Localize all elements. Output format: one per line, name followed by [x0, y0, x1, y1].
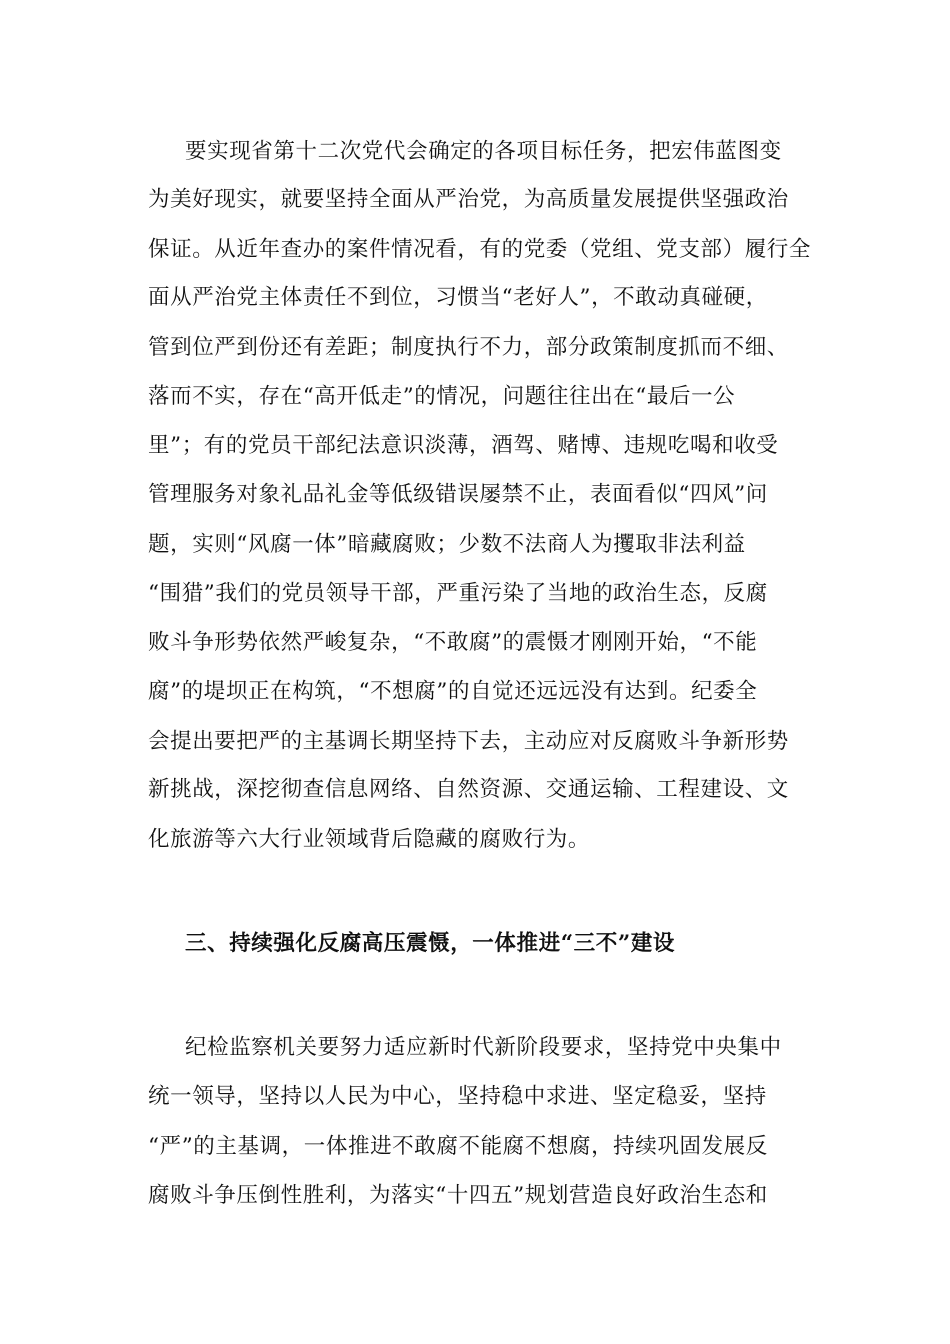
paragraph-line: 管到位严到份还有差距；制度执行不力，部分政策制度抓而不细、 [148, 335, 789, 360]
paragraph-line: 题，实则“风腐一体”暗藏腐败；少数不法商人为攫取非法利益 [148, 532, 746, 557]
paragraph-line: 新挑战，深挖彻查信息网络、自然资源、交通运输、工程建设、文 [148, 777, 789, 802]
paragraph-line: 面从严治党主体责任不到位，习惯当“老好人”，不敢动真碰硬， [148, 285, 768, 310]
paragraph-line: 统一领导，坚持以人民为中心，坚持稳中求进、坚定稳妥，坚持 [148, 1084, 767, 1109]
paragraph-line: 里”；有的党员干部纪法意识淡薄，酒驾、赌博、违规吃喝和收受 [148, 433, 779, 458]
paragraph-line: 腐”的堤坝正在构筑，“不想腐”的自觉还远远没有达到。纪委全 [148, 679, 758, 704]
paragraph-line: 纪检监察机关要努力适应新时代新阶段要求，坚持党中央集中 [185, 1035, 782, 1060]
paragraph-line: 落而不实，存在“高开低走”的情况，问题往往出在“最后一公 [148, 384, 736, 409]
section-heading: 三、持续强化反腐高压震慑，一体推进“三不”建设 [185, 931, 676, 956]
paragraph-line: 会提出要把严的主基调长期坚持下去，主动应对反腐败斗争新形势 [148, 729, 789, 754]
paragraph-line: “严”的主基调，一体推进不敢腐不能腐不想腐，持续巩固发展反 [148, 1134, 768, 1159]
paragraph-line: 为美好现实，就要坚持全面从严治党，为高质量发展提供坚强政治 [148, 187, 789, 212]
paragraph-line: “围猎”我们的党员领导干部，严重污染了当地的政治生态，反腐 [148, 581, 768, 606]
paragraph-line: 保证。从近年查办的案件情况看，有的党委（党组、党支部）履行全 [148, 237, 812, 262]
paragraph-line: 腐败斗争压倒性胜利，为落实“十四五”规划营造良好政治生态和 [148, 1183, 768, 1208]
paragraph-line: 要实现省第十二次党代会确定的各项目标任务，把宏伟蓝图变 [185, 139, 782, 164]
paragraph-line: 管理服务对象礼品礼金等低级错误屡禁不止，表面看似“四风”问 [148, 482, 768, 507]
paragraph-line: 化旅游等六大行业领域背后隐藏的腐败行为。 [148, 827, 591, 852]
paragraph-line: 败斗争形势依然严峻复杂，“不敢腐”的震慑才刚刚开始，“不能 [148, 630, 758, 655]
